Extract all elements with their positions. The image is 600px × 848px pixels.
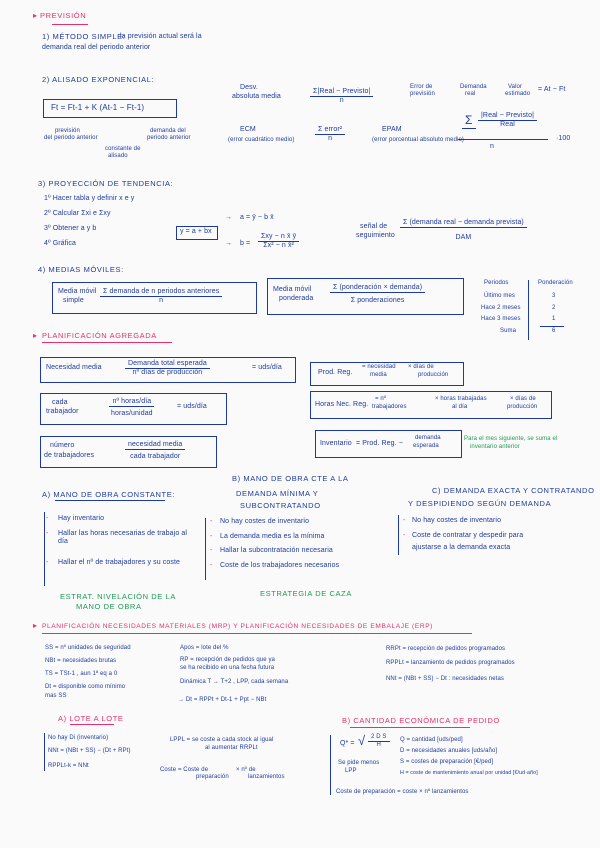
c2-item1: No hay costes de inventario — [220, 518, 310, 525]
a-bracket — [44, 733, 45, 771]
track-label2: seguimiento — [356, 232, 395, 239]
c2-item2: La demanda media es la mínima — [220, 533, 325, 540]
c2-head2: DEMANDA MÍNIMA Y — [236, 489, 319, 498]
bullet-icon: - — [210, 518, 213, 525]
tasa-num: Demanda total esperada — [125, 360, 210, 369]
mmp-num: Σ (ponderación × demanda) — [330, 284, 425, 293]
mrp-right1: RRPt = recepción de pedidos programados — [386, 646, 506, 652]
title-underline — [42, 342, 172, 343]
dam-label2: absoluta media — [232, 93, 281, 100]
a-mid1: LPPL = se coste a cada stock al igual — [170, 737, 274, 743]
tasa-label: Necesidad media — [46, 364, 102, 371]
bullet-icon: - — [210, 533, 213, 540]
mrp-right3: NNt = (NBt + SS) − Dt : necesidades netas — [386, 676, 504, 682]
title-underline — [42, 633, 472, 634]
mmp-lab2: ponderada — [279, 295, 314, 302]
a-item1: No hay Di (inventario) — [48, 735, 109, 741]
epam-num: |Real − Previsto| — [478, 112, 537, 121]
err-label2: previsión — [410, 91, 435, 97]
bullet-icon: - — [46, 515, 49, 522]
s1-head: 1) MÉTODO SIMPLE: — [42, 32, 126, 41]
a-cost1: Coste = Coste de — [160, 767, 209, 773]
alisado-formula: Ft = Ft-1 + K (At-1 − Ft-1) — [51, 103, 145, 112]
hnd-eq5: × días de — [510, 396, 536, 402]
mrp-left1: SS = nº unidades de seguridad — [45, 645, 131, 651]
tasa-den: nº días de producción — [132, 369, 203, 377]
a-item3: RPPLt-k = NNt — [48, 763, 89, 769]
tbl-sum-line — [540, 326, 564, 327]
b-def2: D = necesidades anuales [uds/año] — [400, 748, 498, 754]
tbl-r2c2: 2 — [552, 305, 556, 311]
inv-eq2: demanda — [415, 435, 441, 441]
s3-step3: 3º Obtener a y b — [44, 225, 97, 232]
b-def4: H = coste de mantenimiento anual por unidad [€/ud·año] — [400, 770, 538, 776]
mm-den: n — [159, 297, 164, 305]
green-note1: Para el mes siguiente, se suma el — [464, 436, 558, 442]
mrp-mid3: se ha recibido en una fecha futura — [180, 665, 275, 671]
c3-item2: Coste de contratar y despedir para — [412, 532, 524, 539]
tbl-r4c2: 6 — [552, 328, 556, 334]
b-label: b = — [240, 240, 251, 247]
epam-label1: EPAM — [382, 126, 402, 133]
b-bracket — [330, 735, 331, 795]
ntrab-label1: número — [50, 442, 75, 449]
line-eq: y = a + bx — [180, 228, 212, 235]
sqrt-icon: √ — [358, 733, 366, 748]
c2-bracket — [205, 518, 206, 580]
tbl-r1c2: 3 — [552, 293, 556, 299]
cada-den: horas/unidad — [111, 410, 153, 418]
c1-item2: Hallar las horas necesarias de trabajo al día — [58, 530, 187, 546]
a-cost4: lanzamientos — [248, 774, 285, 780]
bullet-icon: - — [210, 547, 213, 554]
a-item2: NNt = (NBt + SS) − (Dt + RPt) — [48, 748, 131, 754]
b-head-underline — [350, 727, 470, 728]
bullet-icon: - — [210, 562, 213, 569]
mrp-mid-eq: → Dt = RPPt + Dt-1 + Ppt − NBt — [178, 697, 267, 703]
c1-head: A) MANO DE OBRA CONSTANTE: — [42, 490, 175, 499]
mrp-left5: mas SS — [45, 693, 67, 699]
s3-step1: 1º Hacer tabla y definir x e y — [44, 195, 135, 202]
c1-head-underline — [55, 500, 165, 501]
a-head-underline — [70, 724, 114, 725]
inv-eq1: = Prod. Reg. − — [356, 440, 403, 447]
inv-label: Inventario — [320, 440, 352, 447]
inv-eq3: esperada — [413, 443, 439, 449]
s3-head: 3) PROYECCIÓN DE TENDENCIA: — [38, 179, 174, 188]
mrp-mid2: RP = recepción de pedidos que ya — [180, 657, 275, 663]
c3-bracket — [398, 515, 399, 555]
tbl-r3c1: Hace 3 meses — [481, 316, 521, 322]
bullet-icon: - — [46, 559, 49, 566]
b-def1: Q = cantidad [uds/ped] — [400, 737, 463, 743]
mrp-left2: NBt = necesidades brutas — [45, 658, 117, 664]
tbl-r3c2: 1 — [552, 316, 556, 322]
c1-bracket — [44, 512, 45, 586]
b-rootden: H — [376, 741, 381, 748]
dam-den: n — [339, 97, 344, 105]
prod-eq3: × días de — [408, 364, 434, 370]
c1-item1: Hay inventario — [58, 515, 105, 522]
c2-head1: B) MANO DE OBRA CTE A LA — [232, 474, 349, 483]
c2-head3: SUBCONTRATANDO — [240, 501, 321, 510]
a-cost2: preparación — [196, 774, 229, 780]
tbl-r4c1: Suma — [500, 328, 517, 334]
c1-item3: Hallar el nº de trabajadores y su coste — [58, 559, 181, 566]
epam-fracbar — [458, 139, 548, 140]
ntrab-label2: de trabajadores — [44, 452, 95, 459]
hnd-eq1: = nº — [375, 396, 387, 402]
err-eq4: estimado — [505, 91, 531, 97]
arrow-right-icon: ▸ — [33, 621, 38, 630]
epam-label2: (error porcentual absoluto medio) — [372, 137, 465, 143]
label-prev2: del periodo anterior — [44, 135, 98, 141]
a-mid2: al aumentar RRPLt — [205, 745, 258, 751]
tbl-h2: Ponderación — [538, 280, 573, 286]
track-num: Σ (demanda real − demanda prevista) — [400, 219, 527, 228]
c3-head2: Y DESPIDIENDO SEGÚN DEMANDA — [408, 499, 552, 508]
arrow-right-icon: ▸ — [33, 331, 38, 340]
c2-item3: Hallar la subcontratación necesaria — [220, 547, 333, 554]
s1-line1: la previsión actual será la — [120, 33, 202, 40]
track-label1: señal de — [360, 223, 388, 230]
hnd-label: Horas Nec. Reg. — [315, 401, 369, 408]
bullet-icon: - — [403, 517, 406, 524]
c1-green2: MANO DE OBRA — [76, 602, 142, 611]
mrp-right2: RPPLt = lanzamiento de pedidos programados — [386, 660, 515, 666]
sigma-icon: Σ — [462, 114, 476, 129]
prod-label: Prod. Reg. — [318, 369, 353, 376]
err-label1: Error de — [410, 84, 433, 90]
mm-lab2: simple — [63, 297, 84, 304]
mrp-title: PLANIFICACIÓN NECESIDADES MATERIALES (MRP) Y PLANIFICACIÓN NECESIDADES DE EMBALAJE (ERP) — [42, 623, 433, 630]
bullet-icon: - — [403, 532, 406, 539]
b-cost: Coste de preparación = coste × nº lanzamientos — [336, 789, 469, 795]
b-lpp2: LPP — [345, 768, 357, 774]
c3-head1: C) DEMANDA EXACTA Y CONTRATANDO — [432, 486, 595, 495]
dam-num: Σ|Real − Previsto| — [310, 88, 373, 97]
c2-green: ESTRATEGIA DE CAZA — [260, 589, 352, 598]
b-root: 2 D S — [368, 734, 390, 742]
green-note2: inventario anterior — [470, 444, 520, 450]
a-head: A) LOTE A LOTE — [58, 714, 124, 723]
mrp-left3: TS = TSt-1 , aun 1ª eq a 0 — [45, 671, 118, 677]
ntrab-num: necesidad media — [125, 441, 185, 450]
planif-title: PLANIFICACIÓN AGREGADA — [42, 331, 157, 340]
s2-head: 2) ALISADO EXPONENCIAL: — [42, 75, 155, 84]
s3-step4: 4º Gráfica — [44, 240, 76, 247]
b-lpp1: Se pide menos — [338, 760, 380, 766]
label-dem2: periodo anterior — [147, 135, 191, 141]
cada-num: nº horas/día — [109, 398, 154, 407]
ecm-label2: (error cuadrático medio) — [228, 137, 295, 143]
mrp-mid4: Dinámica T → T+2 , LPP, cada semana — [180, 679, 289, 685]
s3-step2: 2º Calcular Σxi e Σxy — [44, 210, 111, 217]
mm-num: Σ demanda de n periodos anteriores — [100, 288, 222, 297]
hnd-eq4: al día — [452, 404, 468, 410]
prevision-title: PREVISIÓN — [40, 11, 87, 20]
cada-res: = uds/día — [177, 403, 207, 410]
title-underline — [52, 24, 88, 25]
prod-eq1: = necesidad — [362, 364, 396, 370]
label-dem: demanda del — [150, 128, 186, 134]
arrow-right-icon: ▸ — [33, 11, 38, 20]
c1-green1: ESTRAT. NIVELACIÓN DE LA — [60, 592, 176, 601]
label-const2: alisado — [108, 153, 128, 159]
tbl-r1c1: Último mes — [484, 293, 516, 299]
c3-item3: ajustarse a la demanda exacta — [412, 544, 511, 551]
track-den: DAM — [455, 234, 472, 242]
a-eq: a = ȳ − b x̄ — [240, 214, 274, 221]
cada-label2: trabajador — [46, 408, 79, 415]
tbl-r2c1: Hace 2 meses — [481, 305, 521, 311]
a-cost3: × nº de — [236, 767, 256, 773]
hnd-eq2: trabajadores — [372, 404, 407, 410]
err-eq2: real — [465, 91, 476, 97]
ecm-num: Σ error² — [315, 126, 345, 135]
b-q: Q* = — [340, 740, 355, 747]
mrp-left4: Dt = disponible como mínimo — [45, 684, 126, 690]
s1-line2: demanda real del periodo anterior — [42, 44, 151, 51]
ntrab-den: cada trabajador — [130, 453, 181, 461]
ecm-den: n — [328, 135, 333, 143]
epam-mid: Real — [500, 121, 515, 129]
tbl-vline — [528, 280, 529, 340]
b-den: Σx² − n x̄² — [263, 242, 294, 250]
mrp-mid1: Apos = lote del % — [180, 645, 229, 651]
mmp-lab1: Media móvil — [273, 286, 312, 293]
err-eq5: = At − Ft — [538, 86, 566, 93]
epam-den: n — [490, 143, 494, 150]
hnd-eq6: producción — [507, 404, 538, 410]
arrow-right-icon: → — [225, 240, 233, 247]
err-eq1: Demanda — [460, 84, 487, 90]
ecm-label1: ECM — [240, 126, 256, 133]
c2-item4: Coste de los trabajadores necesarios — [220, 562, 340, 569]
prod-eq4: producción — [418, 372, 449, 378]
b-num: Σxy − n x̄ ȳ — [258, 233, 299, 242]
label-const: constante de — [105, 146, 141, 152]
arrow-right-icon: → — [225, 214, 233, 221]
s4-head: 4) MEDIAS MÓVILES: — [38, 265, 124, 274]
b-def3: S = costes de preparación [€/ped] — [400, 759, 494, 765]
label-prev: previsión — [55, 128, 80, 134]
b-head: B) CANTIDAD ECONÓMICA DE PEDIDO — [342, 716, 500, 725]
mm-lab1: Media móvil — [58, 288, 97, 295]
err-eq3: Valor — [508, 84, 523, 90]
hnd-eq3: × horas trabajadas — [435, 396, 487, 402]
c3-item1: No hay costes de inventario — [412, 517, 502, 524]
cada-label1: cada — [52, 399, 68, 406]
tbl-h1: Periodos — [484, 280, 509, 286]
dam-label1: Desv. — [240, 84, 258, 91]
mmp-den: Σ ponderaciones — [350, 297, 405, 305]
tasa-res: = uds/día — [252, 364, 282, 371]
prod-eq2: media — [370, 372, 387, 378]
epam-tail: ·100 — [556, 135, 571, 142]
bullet-icon: - — [46, 530, 49, 537]
